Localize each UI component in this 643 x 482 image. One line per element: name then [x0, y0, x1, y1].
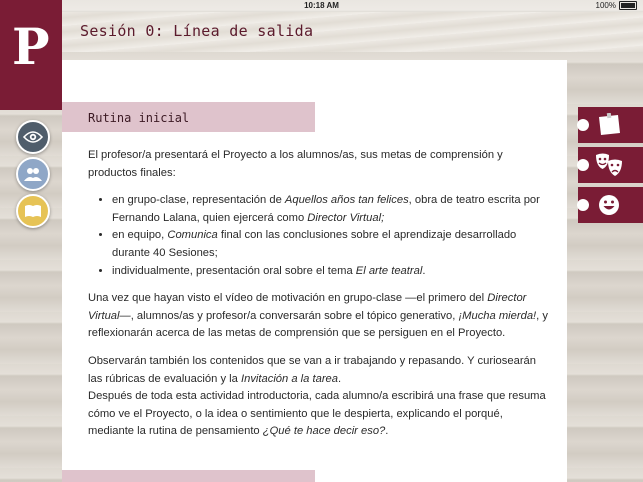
page-title: Sesión 0: Línea de salida — [80, 22, 314, 40]
notes-tab[interactable] — [578, 107, 643, 143]
tab-notch — [577, 199, 589, 211]
list-item: • individualmente, presentación oral sobre el tema El arte teatral. — [112, 263, 550, 281]
note-icon — [596, 113, 622, 137]
content-body — [88, 147, 550, 451]
battery-status — [596, 1, 637, 10]
theater-tab[interactable] — [578, 147, 643, 183]
tab-notch — [577, 159, 589, 171]
list-item: • en equipo, Comunica final con las conclusiones sobre el aprendizaje desarrollado durante 40 Sesiones; — [112, 227, 550, 262]
eye-icon — [23, 130, 43, 144]
clock: 10:18 AM — [304, 1, 339, 10]
group-button[interactable] — [16, 157, 50, 191]
activity-paragraph: Después de toda esta actividad introductoria, cada alumno/a escribirá una frase que resuma cómo ve el Proyecto, o la idea o sentimiento que le despierta, explicando el porqué, mediante la rutina de pensamiento ¿Qué te hace decir eso?. — [88, 390, 546, 438]
view-button[interactable] — [16, 120, 50, 154]
status-bar — [0, 0, 643, 12]
battery-icon — [619, 1, 637, 10]
product-list — [88, 192, 550, 280]
theater-masks-icon — [594, 152, 624, 178]
next-section-band — [62, 470, 315, 482]
book-button[interactable] — [16, 194, 50, 228]
app-logo[interactable] — [0, 0, 62, 102]
book-icon — [24, 204, 42, 218]
emotions-tab[interactable] — [578, 187, 643, 223]
intro-paragraph: El profesor/a presentará el Proyecto a los alumnos/as, sus metas de comprensión y productos finales: — [88, 149, 503, 179]
group-icon — [23, 166, 43, 182]
contents-paragraph: Observarán también los contenidos que se van a ir trabajando y repasando. Y curiosearán las rúbricas de evaluación y la Invitación a la tarea. — [88, 354, 536, 385]
list-item: • en grupo-clase, representación de Aquellos años tan felices, obra de teatro escrita por Fernando Lalana, quien ejercerá como Director Virtual; — [112, 192, 550, 227]
section-title: Rutina inicial — [88, 111, 190, 125]
logo-tab-edge — [0, 96, 62, 110]
tab-notch — [577, 119, 589, 131]
smiley-icon — [597, 193, 621, 217]
motivation-paragraph: Una vez que hayan visto el vídeo de motivación en grupo-clase —el primero del Director Virtual—, alumnos/as y profesor/a conversarán sobre el tópico generativo, ¡Mucha mierda!, y reflexionarán acerca de las metas de comprensión que se persiguen en el Proyecto. — [88, 292, 548, 340]
logo-letter: P — [12, 17, 50, 76]
battery-percent: 100% — [595, 1, 616, 10]
